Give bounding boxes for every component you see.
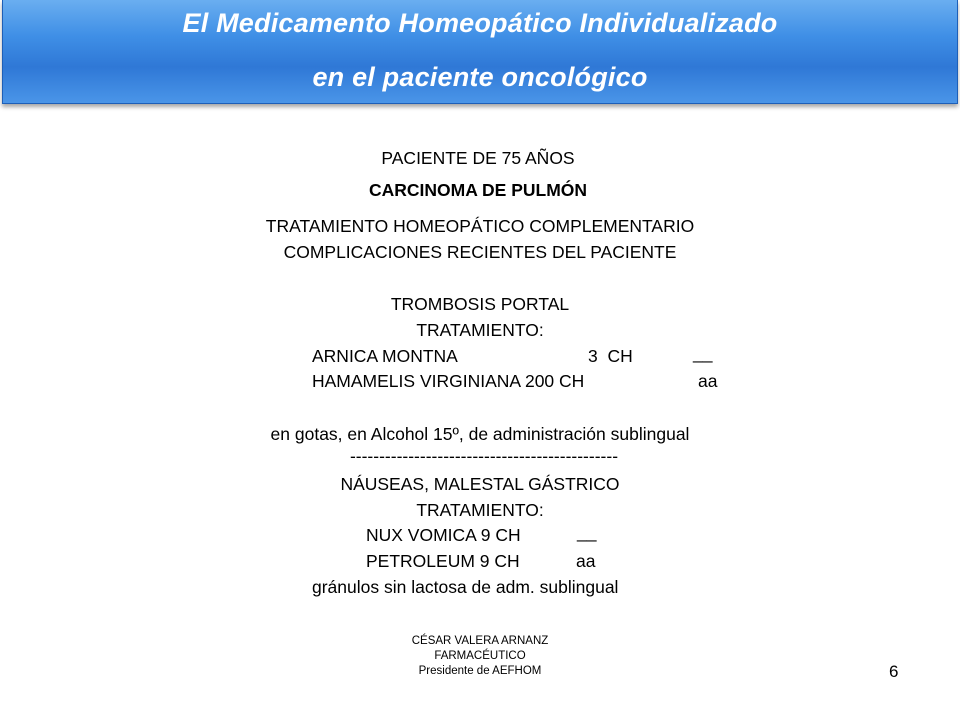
section1-remedy1-dose: 3 CH <box>588 346 633 366</box>
section2-remedy2: PETROLEUM 9 CH <box>366 551 520 571</box>
section2-remedy1: NUX VOMICA 9 CH <box>366 525 521 545</box>
section1-remedy1-mark: __ <box>693 343 713 363</box>
section2-remedy2-mark: aa <box>576 551 596 571</box>
section1-treatment-label: TRATAMIENTO: <box>416 320 544 340</box>
section-divider: ---------------------------------------------- <box>349 446 619 466</box>
author-name: CÉSAR VALERA ARNANZ <box>411 635 549 647</box>
patient-age: PACIENTE DE 75 AÑOS <box>381 148 575 168</box>
section1-heading: TROMBOSIS PORTAL <box>390 294 570 314</box>
author-footer <box>0 634 960 679</box>
section2-note: gránulos sin lactosa de adm. sublingual <box>312 577 619 597</box>
title-banner <box>2 0 958 104</box>
section1-remedy2: HAMAMELIS VIRGINIANA 200 CH <box>312 371 585 391</box>
section2-heading: NÁUSEAS, MALESTAL GÁSTRICO <box>340 474 620 494</box>
section1-remedy1-name: ARNICA MONTNA <box>312 346 458 366</box>
section1-remedy2-mark: aa <box>698 371 718 391</box>
author-position: Presidente de AEFHOM <box>418 665 542 677</box>
page-number: 6 <box>889 662 899 681</box>
author-role: FARMACÉUTICO <box>434 650 526 662</box>
complications-heading: COMPLICACIONES RECIENTES DEL PACIENTE <box>283 242 677 262</box>
title-line-1: El Medicamento Homeopático Individualizado <box>182 8 778 38</box>
section2-remedy1-mark: __ <box>577 522 597 542</box>
diagnosis: CARCINOMA DE PULMÓN <box>368 180 588 200</box>
title-line-2: en el paciente oncológico <box>312 62 648 92</box>
treatment-type: TRATAMIENTO HOMEOPÁTICO COMPLEMENTARIO <box>265 216 695 236</box>
section2-treatment-label: TRATAMIENTO: <box>416 500 544 520</box>
section1-note: en gotas, en Alcohol 15º, de administración sublingual <box>270 424 690 444</box>
